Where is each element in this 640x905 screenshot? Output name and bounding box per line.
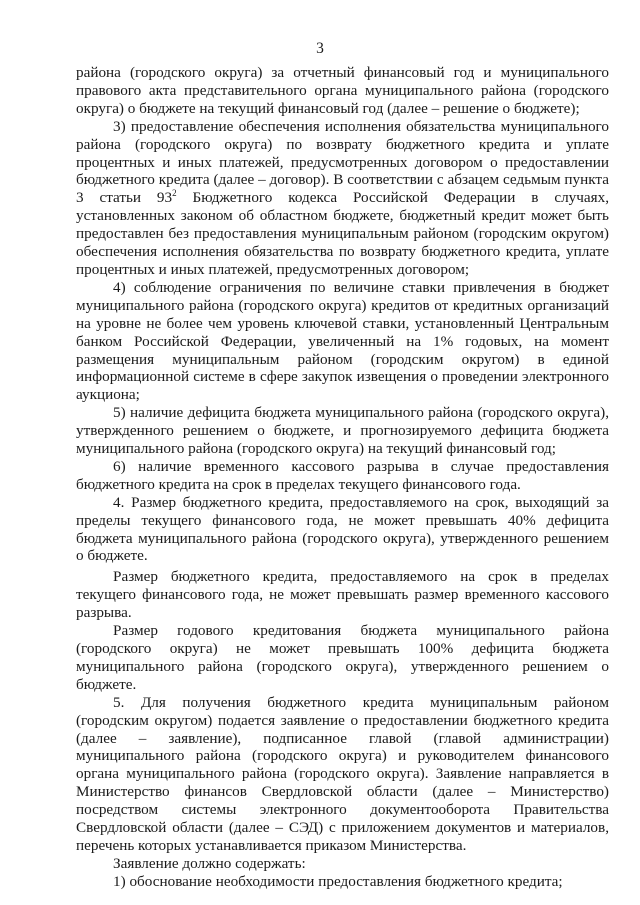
paragraph-item-3 bbox=[76, 118, 609, 279]
paragraph-continuation: района (городского округа) за отчетный финансовый год и муниципального правового акта представительного органа муниципального района (городского округа) о бюджете на текущий финансовый год (далее – решение о бюджете); bbox=[76, 64, 609, 117]
paragraph-short-term-credit: Размер бюджетного кредита, предоставляемого на срок в пределах текущего финансового года, не может превышать размер временного кассового разрыва. bbox=[76, 568, 609, 622]
document-body bbox=[76, 64, 609, 891]
paragraph-item-6: 6) наличие временного кассового разрыва в случае предоставления бюджетного кредита на срок в пределах текущего финансового года. bbox=[76, 457, 609, 493]
paragraph-section-5: 5. Для получения бюджетного кредита муниципальным районом (городским округом) подается заявление о предоставлении бюджетного кредита (далее – заявление), подписанное главой (главой администрации) муниципального района (городского округа) и руководителем финансового органа муниципального района (городского округа). Заявление направляется в Министерство финансов Свердловской области (далее – Министерство) посредством системы электронного документооборота Правительства Свердловской области (далее – СЭД) с приложением документов и материалов, перечень которых устанавливается приказом Министерства. bbox=[76, 693, 609, 854]
paragraph-application-contents: Заявление должно содержать: bbox=[113, 854, 306, 872]
paragraph-item-4: 4) соблюдение ограничения по величине ставки привлечения в бюджет муниципального района (городского округа) кредитов от кредитных организаций на уровне не более чем уровень ключевой ставки, установленный Центральным банком Российской Федерации, увеличенный на 1% годовых, на момент размещения муниципальным районом (городским округом) в единой информационной системе в сфере закупок извещения о проведении электронного аукциона; bbox=[76, 278, 609, 404]
paragraph-section-4: 4. Размер бюджетного кредита, предоставляемого на срок, выходящий за пределы текущего финансового года, не может превышать 40% дефицита бюджета муниципального района (городского округа), утвержденного решением о бюджете. bbox=[76, 493, 609, 565]
page-number: 3 bbox=[316, 40, 324, 57]
paragraph-item-5: 5) наличие дефицита бюджета муниципального района (городского округа), утвержденного решением о бюджете, и прогнозируемого дефицита бюджета муниципального района (городского округа) на текущий финансовый год; bbox=[76, 404, 609, 458]
article-superscript: 2 bbox=[172, 188, 177, 199]
paragraph-item-3-text: 3) предоставление обеспечения исполнения обязательства муниципального района (городского округа) по возврату бюджетного кредита и уплате процентных и иных платежей, предусмотренных договором о предоставлении бюджетного кредита (далее – договор). В соответствии с абзацем седьмым пункта 3 статьи 93 bbox=[76, 117, 609, 207]
paragraph-list-item-1: 1) обоснование необходимости предоставления бюджетного кредита; bbox=[113, 872, 563, 890]
paragraph-annual-credit: Размер годового кредитования бюджета муниципального района (городского округа) не может превышать 100% дефицита бюджета муниципального района (городского округа), утвержденного решением о бюджете. bbox=[76, 622, 609, 693]
paragraph-item-3-tail: Бюджетного кодекса Российской Федерации в случаях, установленных законом об областном бюджете, бюджетный кредит может быть предоставлен без предоставления муниципальным районом (городским округом) обеспечения исполнения обязательства по возврату бюджетного кредита, уплате процентных и иных платежей, предусмотренных договором; bbox=[76, 189, 609, 278]
